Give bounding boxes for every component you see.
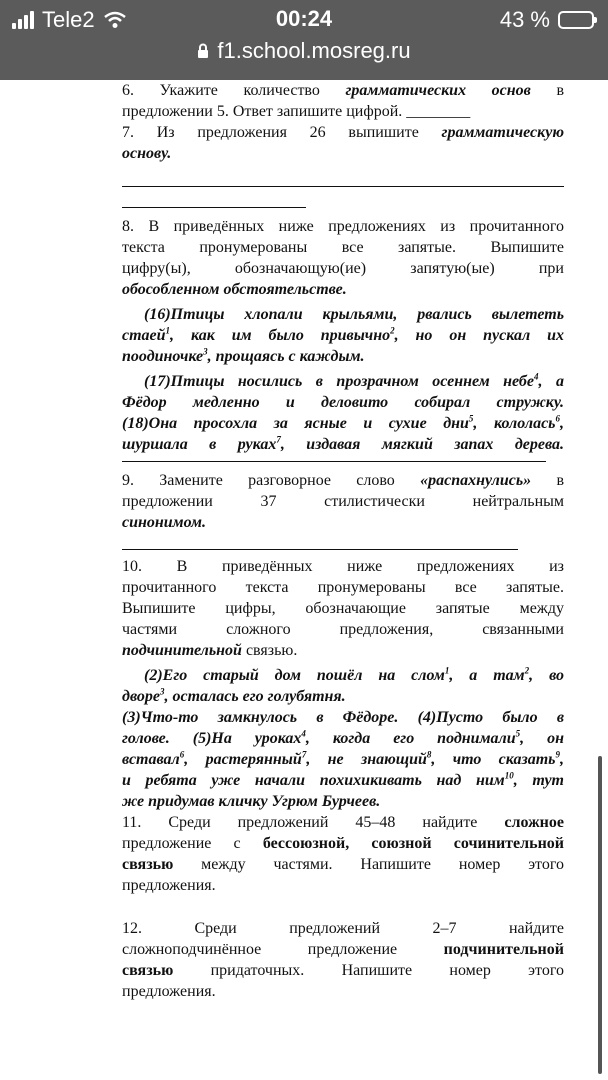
text-line [122,434,564,455]
text-line [122,122,564,143]
text-line: подчинительной [122,642,242,659]
text-line: 10 [504,770,514,781]
text-line: 3 [159,686,165,697]
text-line: 6. Укажите количество [122,82,346,99]
scrollbar[interactable] [598,756,602,1074]
text-line: 10. В приведённых ниже предложениях из [122,558,564,575]
text-line [122,371,564,392]
question-9 [122,470,564,550]
text-line: обособленном обстоятельстве. [122,281,347,298]
text-line [122,749,564,770]
text-line: связью. [241,642,298,659]
text-line: между частями. Напишите номер этого [173,856,564,873]
text-line [122,686,564,707]
lock-icon [197,43,209,59]
text-line [122,413,564,434]
question-6 [122,80,564,122]
text-line: в [530,82,564,99]
text-line [122,325,564,346]
text-line: 7. Из предложения 26 выпишите [122,124,442,141]
text-line: предложения. [122,983,216,1000]
text-line [122,665,564,686]
text-line: (17)Птицы носились в прозрачном осеннем небе [144,373,535,390]
text-line [122,833,564,854]
text-line [122,854,564,875]
text-line: , тут [513,772,564,789]
battery-icon [558,11,594,29]
question-12 [122,918,564,1002]
text-line: , он [520,730,565,747]
text-line: Выпишите цифры, обозначающие запятые между [122,600,564,617]
text-line: 12. Среди предложений 2–7 найдите [122,920,564,937]
answer-line [122,186,564,187]
text-line: вставал [122,751,180,768]
text-line: , во [529,667,564,684]
text-line: частями сложного предложения, связанными [122,621,564,638]
text-line: 11. Среди предложений 45–48 найдите [122,814,505,831]
text-line: , а там [449,667,525,684]
text-line: шуршала в руках [122,436,277,453]
text-line: в [531,472,565,489]
text-line: дворе [122,688,160,705]
text-line: , прощаясь с каждым. [207,348,365,365]
text-line: , не знающий [306,751,427,768]
text-line: предложении 5. Ответ запишите цифрой. ________ [122,103,471,120]
text-line: стаей [122,327,166,344]
text-line: , когда его поднимали [305,730,516,747]
text-line: текста пронумерованы все запятые. Выпишите [122,239,564,256]
carrier-name: Tele2 [42,7,95,32]
text-line: , но он пускал их [394,327,564,344]
text-line: прочитанного текста пронумерованы все запятые. [122,579,564,596]
text-line: , растерянный [184,751,302,768]
text-line [122,470,564,491]
document-page [122,80,564,1002]
text-line: бессоюзной, союзной сочинительной [262,835,565,852]
text-line: 9. Замените разговорное слово [122,472,421,489]
text-line: , как им было привычно [170,327,391,344]
answer-line [122,207,306,208]
text-line: сложноподчинённое предложение [122,941,444,958]
text-line: Фёдор медленно и деловито собирал стружку. [122,394,564,411]
text-line [122,939,564,960]
text-line: (18)Она просохла за ясные и сухие дни [122,415,469,432]
text-line: 1 [165,325,171,336]
text-line: предложении 37 стилистически нейтральным [122,493,564,510]
answer-line [122,461,546,462]
text-line: же придумав кличку Угрюм Бурчеев. [122,793,381,810]
text-line: 3 [203,346,208,357]
text-line: 6 [555,413,560,424]
text-line [122,640,564,661]
question-8 [122,216,564,462]
question-7 [122,122,564,208]
text-line: , а [538,373,564,390]
text-line: связью [122,962,174,979]
text-line: 7 [301,749,307,760]
text-line: 2 [390,325,395,336]
text-line: предложение с [122,835,263,852]
text-line: , [560,415,564,432]
text-line: цифру(ы), обозначающую(ие) запятую(ые) при [122,260,564,277]
text-line: «распахнулись» [420,472,532,489]
answer-line [122,549,518,550]
text-line: (2)Его старый дом пошёл на слом [144,667,445,684]
text-line: 8. В приведённых ниже предложениях из прочитанного [122,218,564,235]
text-line: 5 [468,413,474,424]
text-line: сложное [504,814,564,831]
text-line: 1 [444,665,450,676]
text-line: синонимом. [122,514,206,531]
address-bar[interactable] [0,38,608,64]
text-line: (16)Птицы хлопали крыльями, рвались вылететь [144,306,564,323]
text-line: основу. [122,145,172,162]
text-line: 4 [534,371,539,382]
text-line: , [560,751,564,768]
question-10 [122,556,564,812]
text-line: связью [122,856,174,873]
text-line: поодиночке [122,348,204,365]
status-bar [0,0,608,80]
text-line: голове. (5)На уроках [122,730,302,747]
text-line: предложения. [122,877,216,894]
text-line [122,346,564,367]
text-line: 2 [524,665,530,676]
text-line: , кололась [473,415,556,432]
question-11 [122,812,564,896]
text-line: 8 [426,749,432,760]
battery-info [500,7,594,33]
text-line: подчинительной [443,941,564,958]
text-line: 5 [515,728,521,739]
text-line: грамматических основ [345,82,531,99]
text-line [122,812,564,833]
text-line: 7 [276,434,281,445]
text-line: 6 [179,749,185,760]
text-line [122,80,564,101]
url-text: f1.school.mosreg.ru [217,38,411,63]
text-line [122,770,564,791]
text-line: и ребята уже начали похихикивать над ним [122,772,505,789]
text-line: , что сказать [431,751,556,768]
text-line: придаточных. Напишите номер этого [173,962,564,979]
text-line: 4 [301,728,306,739]
text-line: , издавая мягкий запах дерева. [280,436,564,453]
text-line [122,960,564,981]
text-line: , осталась его голубятня. [164,688,346,705]
battery-percent: 43 % [499,7,550,32]
clock: 00:24 [275,6,333,31]
text-line: грамматическую [441,124,564,141]
text-line: 9 [555,749,560,760]
text-line: (3)Что-то замкнулось в Фёдоре. (4)Пусто было в [122,709,564,726]
text-line [122,728,564,749]
